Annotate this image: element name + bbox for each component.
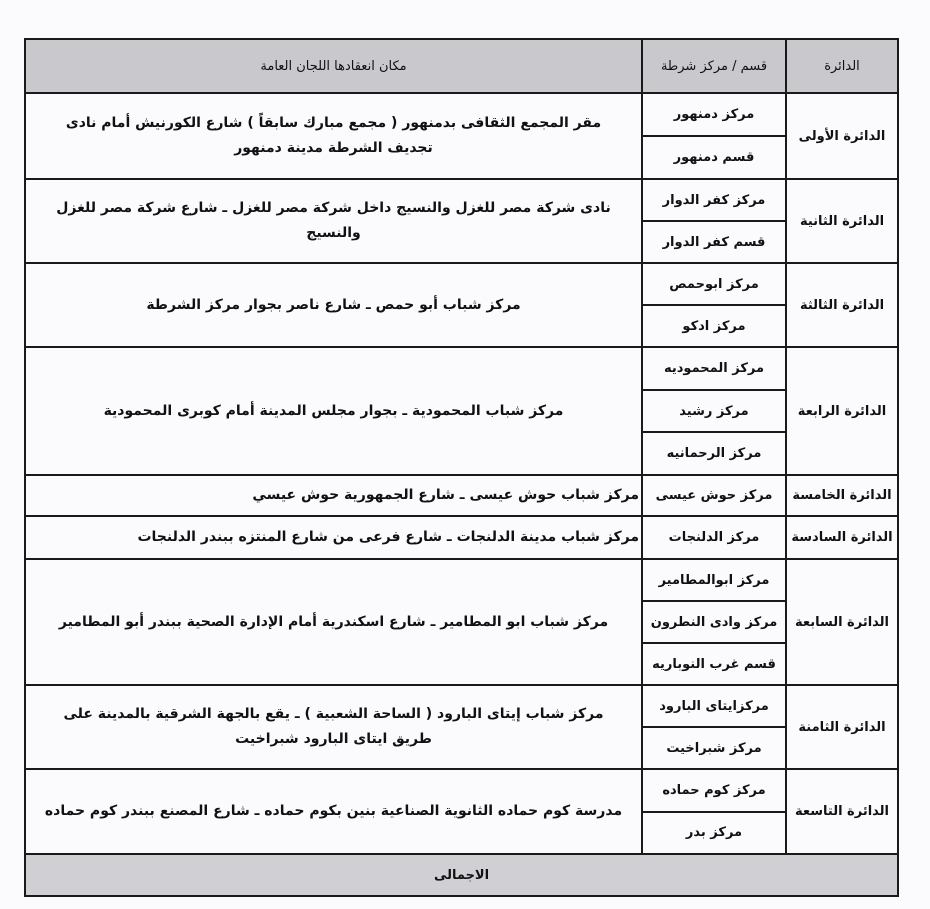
table-row — [26, 264, 897, 348]
police-station: مركزايتاى البارود — [643, 686, 785, 728]
table-row — [26, 517, 897, 560]
district-cell: الدائرة السادسة — [785, 517, 897, 558]
table-row — [26, 770, 897, 855]
table-row — [26, 560, 897, 686]
police-cell — [641, 94, 785, 178]
police-cell — [641, 770, 785, 853]
police-station: مركز المحموديه — [643, 348, 785, 391]
police-station: مركز حوش عيسى — [655, 488, 773, 503]
district-cell: الدائرة الثالثة — [785, 264, 897, 346]
police-station: مركز شبراخيت — [666, 740, 762, 756]
police-cell — [641, 686, 785, 768]
table-row — [26, 686, 897, 770]
place-cell: مركز شباب أبو حمص ـ شارع ناصر بجوار مركز الشرطة — [146, 296, 521, 313]
district-cell: الدائرة التاسعة — [785, 770, 897, 853]
place-cell: مركز شباب ابو المطامير ـ شارع اسكندرية أمام الإدارة الصحية ببندر أبو المطامير — [58, 613, 609, 630]
table-row — [26, 348, 897, 476]
header-district: الدائرة — [785, 40, 897, 92]
police-cell — [641, 476, 785, 515]
police-station: مركز ابوحمص — [643, 264, 785, 306]
police-station: مركز بدر — [685, 825, 743, 841]
place-cell: نادى شركة مصر للغزل والنسيج داخل شركة مصر للغزل ـ شارع شركة مصر للغزل والنسيج — [56, 200, 611, 241]
table-row — [26, 94, 897, 180]
table-row — [26, 180, 897, 264]
table-header — [26, 40, 897, 94]
place-cell: مقر المجمع الثقافى بدمنهور ( مجمع مبارك سابقاً ) شارع الكورنيش أمام نادى تجديف الشرطة مدينة دمنهور — [65, 115, 602, 156]
header-place: مكان انعقادها اللجان العامة — [260, 58, 407, 74]
police-station: قسم كفر الدوار — [662, 234, 766, 250]
police-station: مركز الرحمانيه — [666, 446, 762, 462]
police-station: مركز دمنهور — [643, 94, 785, 137]
police-station: مركز وادى النطرون — [643, 602, 785, 644]
police-cell — [641, 180, 785, 262]
police-station: مركز رشيد — [643, 391, 785, 434]
police-station: مركز ادكو — [682, 318, 746, 334]
header-police: قسم / مركز شرطة — [641, 40, 785, 92]
police-cell — [641, 560, 785, 684]
police-station: مركز كفر الدوار — [643, 180, 785, 222]
police-station: قسم دمنهور — [673, 150, 755, 165]
place-cell: مركز شباب إيتاى البارود ( الساحة الشعبية ) ـ يقع بالجهة الشرقية بالمدينة على طريق ايتاى البارود شبراخيت — [63, 706, 604, 747]
place-cell: مدرسة كوم حماده الثانوية الصناعية بنين بكوم حماده ـ شارع المصنع ببندر كوم حماده — [44, 803, 623, 819]
district-cell: الدائرة الرابعة — [785, 348, 897, 474]
police-station: مركز ابوالمطامير — [643, 560, 785, 602]
table-row — [26, 476, 897, 517]
district-cell: الدائرة الثامنة — [785, 686, 897, 768]
district-cell: الدائرة السابعة — [785, 560, 897, 684]
place-cell: مركز شباب المحمودية ـ بجوار مجلس المدينة أمام كوبرى المحمودية — [103, 402, 564, 419]
place-cell: مركز شباب حوش عيسى ـ شارع الجمهورية حوش عيسي — [252, 487, 639, 503]
police-cell — [641, 517, 785, 558]
police-station: مركز كوم حماده — [643, 770, 785, 813]
total-row: الاجمالى — [26, 855, 897, 895]
police-cell — [641, 348, 785, 474]
district-cell: الدائرة الثانية — [785, 180, 897, 262]
police-station: مركز الدلنجات — [668, 530, 760, 545]
district-cell: الدائرة الخامسة — [785, 476, 897, 515]
committees-table — [24, 38, 899, 897]
district-cell: الدائرة الأولى — [785, 94, 897, 178]
police-station: قسم غرب النوباريه — [652, 656, 776, 672]
place-cell: مركز شباب مدينة الدلنجات ـ شارع فرعى من شارع المنتزه ببندر الدلنجات — [137, 529, 639, 545]
police-cell — [641, 264, 785, 346]
